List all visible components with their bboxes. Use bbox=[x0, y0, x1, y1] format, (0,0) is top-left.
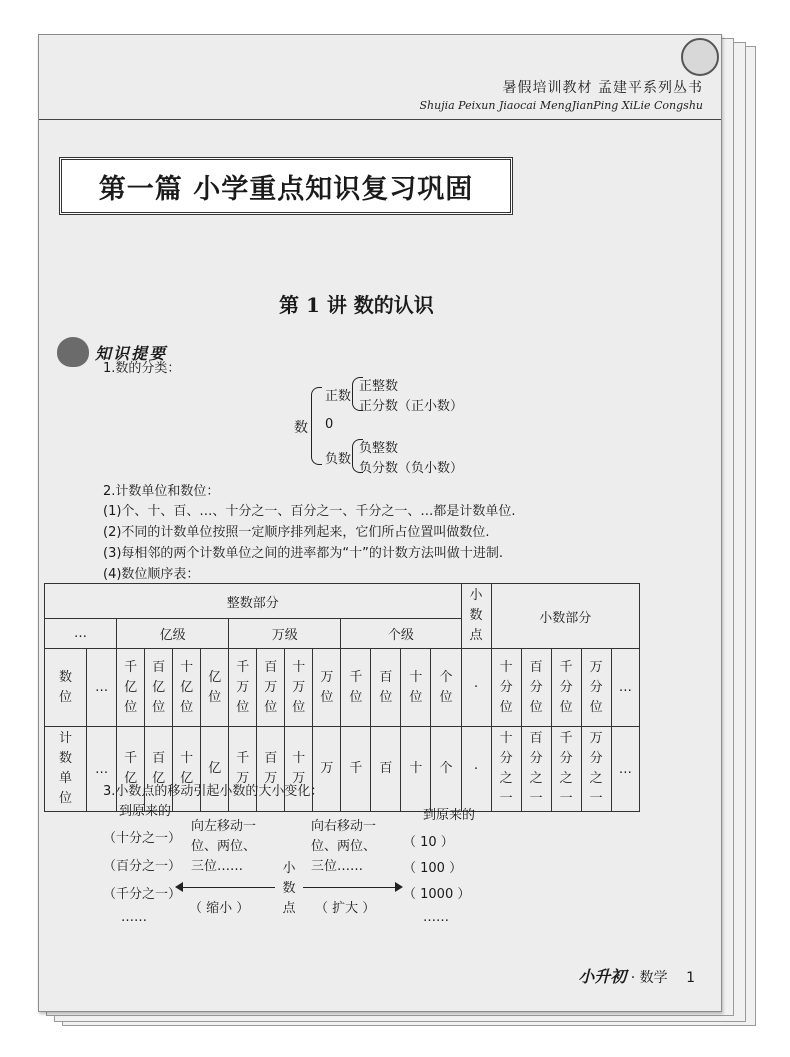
dec-unit-ellipsis-text: … bbox=[618, 761, 632, 777]
position-cell-1-text: 百亿位 bbox=[152, 659, 166, 715]
unit-cell-11-text: 个 bbox=[439, 761, 453, 776]
decimal-part-header: 小数部分 bbox=[491, 584, 639, 649]
position-cell-2 bbox=[173, 649, 201, 727]
positive-number: 正数 bbox=[325, 389, 352, 404]
unit-cell-8-text: 千 bbox=[349, 761, 363, 776]
section-label: 知识提要 bbox=[95, 343, 168, 363]
s2-line-2: (2)不同的计数单位按照一定顺序排列起来，它们所占位置叫做数位. bbox=[103, 525, 490, 540]
position-cell-11 bbox=[431, 649, 461, 727]
left-move-2: 三位…… bbox=[191, 859, 244, 874]
footer-brand: 小升初 bbox=[578, 967, 627, 986]
unit-ellipsis: … bbox=[87, 727, 117, 812]
unit-cell-5-text: 百万 bbox=[264, 751, 278, 786]
unit-cell-9-text: 百 bbox=[379, 761, 393, 776]
negative-fraction: 负分数（负小数） bbox=[359, 461, 464, 476]
s2-line-3: (3)每相邻的两个计数单位之间的进率都为“十”的计数方法叫做十进制. bbox=[103, 546, 504, 561]
position-cell-2-text: 十亿位 bbox=[180, 659, 194, 715]
dec-position-cell-0-text: 十分位 bbox=[499, 659, 513, 715]
unit-cell-1-text: 百亿 bbox=[152, 751, 166, 786]
s3-heading: 3.小数点的移动引起小数的大小变化： bbox=[103, 784, 324, 799]
positive-integer: 正整数 bbox=[359, 379, 399, 394]
left-item-2: （百分之一） bbox=[103, 859, 182, 874]
decimal-point-label bbox=[281, 859, 297, 920]
position-cell-4 bbox=[229, 649, 257, 727]
brace-main bbox=[311, 387, 322, 465]
left-arrow-icon bbox=[177, 887, 275, 888]
s2-line-4: (4)数位顺序表： bbox=[103, 567, 200, 582]
unit-cell-0-text: 千亿 bbox=[124, 751, 138, 786]
unit-cell-4-text: 千万 bbox=[236, 751, 250, 786]
book-page bbox=[38, 34, 722, 1012]
left-move-head: 向左移动一 bbox=[191, 819, 257, 834]
dec-unit-cell-2 bbox=[551, 727, 581, 812]
zero: 0 bbox=[325, 417, 334, 432]
position-cell-7-text: 万位 bbox=[320, 669, 334, 705]
lecture-title: 第 1 讲 数的认识 bbox=[279, 293, 434, 317]
right-item-1: （ 10 ） bbox=[403, 835, 454, 850]
s1-heading: 1.数的分类： bbox=[103, 361, 181, 376]
position-cell-8 bbox=[341, 649, 371, 727]
series-title: 暑假培训教材 孟建平系列丛书 bbox=[502, 80, 703, 96]
unit-point-cell bbox=[461, 727, 491, 812]
footer bbox=[578, 964, 695, 987]
left-move-1: 位、两位、 bbox=[191, 839, 257, 854]
dec-unit-cell-0-text: 十分之一 bbox=[499, 731, 513, 806]
level-yi: 亿级 bbox=[117, 619, 229, 649]
dec-unit-cell-3-text: 万分之一 bbox=[589, 731, 603, 806]
right-item-4: …… bbox=[423, 910, 449, 925]
position-cell-0 bbox=[117, 649, 145, 727]
position-cell-10-text: 十位 bbox=[409, 669, 423, 705]
unit-cell-9 bbox=[371, 727, 401, 812]
unit-cell-7-text: 万 bbox=[320, 761, 334, 776]
right-head: 到原来的 bbox=[423, 808, 476, 823]
enlarge-label: （ 扩大 ） bbox=[315, 901, 376, 916]
position-cell-11-text: 个位 bbox=[439, 669, 453, 705]
right-item-2: （ 100 ） bbox=[403, 861, 463, 876]
position-cell-7 bbox=[313, 649, 341, 727]
dec-unit-cell-1-text: 百分之一 bbox=[529, 731, 543, 806]
integer-part-header: 整数部分 bbox=[45, 584, 462, 619]
place-value-table bbox=[44, 583, 640, 812]
left-head: 到原来的 bbox=[119, 804, 172, 819]
dec-position-cell-1 bbox=[521, 649, 551, 727]
left-item-4: …… bbox=[121, 910, 147, 925]
position-cell-8-text: 千位 bbox=[349, 669, 363, 705]
negative-number: 负数 bbox=[325, 452, 352, 467]
unit-cell-11 bbox=[431, 727, 461, 812]
footer-subject: · 数学 bbox=[630, 970, 668, 986]
dec-position-cell-2 bbox=[551, 649, 581, 727]
unit-cell-2-text: 十亿 bbox=[180, 751, 194, 786]
position-cell-3 bbox=[201, 649, 229, 727]
position-cell-9-text: 百位 bbox=[379, 669, 393, 705]
position-cell-6-text: 十万位 bbox=[292, 659, 306, 715]
unit-cell-3-text: 亿 bbox=[208, 761, 222, 776]
unit-cell-6-text: 十万 bbox=[292, 751, 306, 786]
unit-cell-10 bbox=[401, 727, 431, 812]
position-cell-3-text: 亿位 bbox=[208, 669, 222, 705]
position-cell-10 bbox=[401, 649, 431, 727]
thinking-icon bbox=[57, 337, 89, 367]
position-cell-0-text: 千亿位 bbox=[124, 659, 138, 715]
level-ge: 个级 bbox=[341, 619, 461, 649]
running-header bbox=[419, 77, 703, 112]
unit-point-cell-text: · bbox=[473, 761, 479, 777]
dec-unit-cell-0 bbox=[491, 727, 521, 812]
position-cell-4-text: 千万位 bbox=[236, 659, 250, 715]
negative-integer: 负整数 bbox=[359, 441, 399, 456]
right-move-2: 三位…… bbox=[311, 859, 364, 874]
dec-position-cell-3 bbox=[581, 649, 611, 727]
row-label-position bbox=[45, 649, 87, 727]
right-arrow-icon bbox=[303, 887, 401, 888]
position-point-cell-text: · bbox=[473, 680, 479, 695]
left-item-1: （十分之一） bbox=[103, 831, 182, 846]
unit-cell-8 bbox=[341, 727, 371, 812]
publisher-seal-icon bbox=[681, 38, 719, 76]
dec-unit-cell-2-text: 千分之一 bbox=[559, 731, 573, 806]
header-rule bbox=[39, 119, 721, 120]
page-number: 1 bbox=[686, 970, 695, 986]
dec-position-cell-2-text: 千分位 bbox=[559, 659, 573, 715]
dec-position-ellipsis-text: … bbox=[618, 680, 632, 695]
dec-position-cell-0 bbox=[491, 649, 521, 727]
dec-position-cell-3-text: 万分位 bbox=[589, 659, 603, 715]
right-move-1: 位、两位、 bbox=[311, 839, 377, 854]
row-label-position-text: 数位 bbox=[59, 669, 73, 705]
left-item-3: （千分之一） bbox=[103, 887, 182, 902]
position-cell-5 bbox=[257, 649, 285, 727]
number-root: 数 bbox=[294, 420, 308, 436]
position-point-cell bbox=[461, 649, 491, 727]
right-item-3: （ 1000 ） bbox=[403, 887, 471, 902]
position-cell-9 bbox=[371, 649, 401, 727]
point-column-header bbox=[461, 584, 491, 649]
dec-position-ellipsis bbox=[611, 649, 639, 727]
decimal-point-text: 小数点 bbox=[282, 861, 296, 916]
part-title: 第一篇 小学重点知识复习巩固 bbox=[59, 157, 513, 215]
positive-fraction: 正分数（正小数） bbox=[359, 399, 464, 414]
dec-unit-ellipsis bbox=[611, 727, 639, 812]
s2-heading: 2.计数单位和数位： bbox=[103, 484, 220, 499]
position-ellipsis: … bbox=[87, 649, 117, 727]
position-cell-6 bbox=[285, 649, 313, 727]
level-ellipsis: … bbox=[45, 619, 117, 649]
dec-unit-cell-1 bbox=[521, 727, 551, 812]
right-move-head: 向右移动一 bbox=[311, 819, 377, 834]
row-label-unit-text: 计数单位 bbox=[59, 731, 73, 806]
row-label-unit bbox=[45, 727, 87, 812]
position-cell-1 bbox=[145, 649, 173, 727]
point-column-label: 小数点 bbox=[469, 588, 483, 643]
dec-unit-cell-3 bbox=[581, 727, 611, 812]
position-cell-5-text: 百万位 bbox=[264, 659, 278, 715]
level-wan: 万级 bbox=[229, 619, 341, 649]
series-title-pinyin: Shujia Peixun Jiaocai MengJianPing XiLie Congshu bbox=[419, 99, 703, 112]
unit-cell-10-text: 十 bbox=[409, 761, 423, 776]
shrink-label: （ 缩小 ） bbox=[189, 901, 250, 916]
s2-line-1: (1)个、十、百、…、十分之一、百分之一、千分之一、…都是计数单位. bbox=[103, 504, 516, 519]
dec-position-cell-1-text: 百分位 bbox=[529, 659, 543, 715]
